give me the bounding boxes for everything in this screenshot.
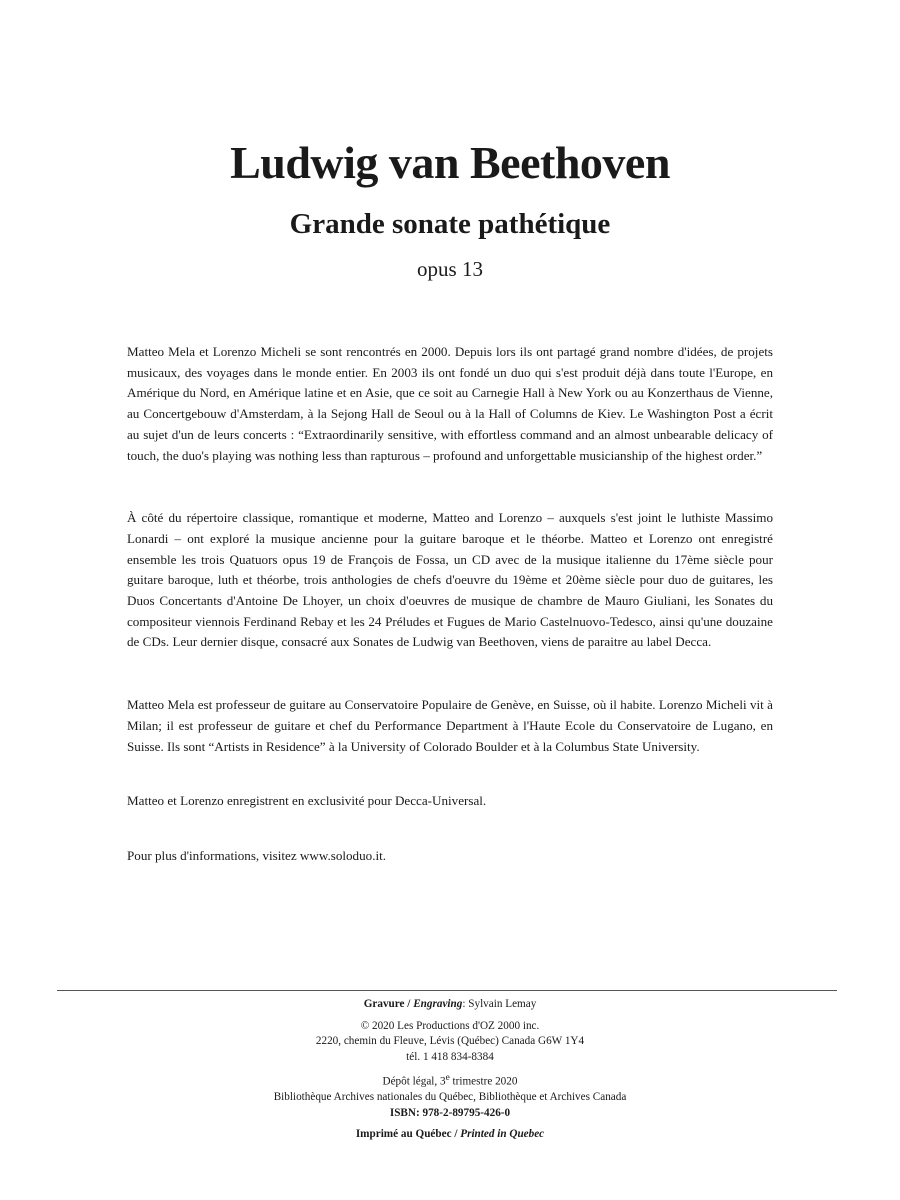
engraving-credit [0,997,900,1013]
paragraph-website: Pour plus d'informations, visitez www.soloduo.it. [127,847,387,863]
isbn: ISBN: 978-2-89795-426-0 [389,1106,511,1119]
paragraph-teaching: Matteo Mela est professeur de guitare au Conservatoire Populaire de Genève, en Suisse, où il habite. Lorenzo Micheli vit à Milan; il est professeur de guitare et chef du Performance Department à l'Haute Ecole du Conservatoire de Lugano, en Suisse. Ils sont “Artists in Residence” à la University of Colorado Boulder et à la Columbus State University. [127,697,773,754]
legal-deposit-pre: Dépôt légal, 3 [382,1075,446,1088]
divider-line [57,990,837,991]
engraving-label-fr: Gravure / [363,998,414,1010]
work-title: Grande sonate pathétique [289,208,611,240]
biography [127,342,773,867]
legal-deposit-post: trimestre 2020 [449,1075,518,1088]
copyright: © 2020 Les Productions d'OZ 2000 inc. [360,1019,540,1032]
engraver-name: : Sylvain Lemay [462,998,537,1010]
printed-en: Printed in Quebec [460,1128,545,1141]
publisher-address: 2220, chemin du Fleuve, Lévis (Québec) Canada G6W 1Y4 [315,1035,585,1047]
colophon [0,997,900,1143]
printed-fr: Imprimé au Québec / [355,1128,461,1141]
engraving-label-en: Engraving [413,998,463,1010]
legal-deposit [0,1071,900,1090]
legal-deposit-sup: e [445,1073,450,1083]
printed-in [0,1127,900,1143]
composer-title: Ludwig van Beethoven [230,137,670,188]
paragraph-repertoire: À côté du répertoire classique, romantique et moderne, Matteo and Lorenzo – auxquels s'est joint le luthiste Massimo Lonardi – ont exploré la musique ancienne pour la guitare baroque et le théorbe. Matteo et Lorenzo ont enregistré ensemble les trois Quatuors opus 19 de François de Fossa, un CD avec de la musique italienne du 17ème siècle pour guitare baroque, luth et théorbe, trois anthologies de chefs d'oeuvre du 19ème et 20ème siècle pour duo de guitares, les Duos Concertants d'Antoine De Lhoyer, un choix d'oeuvres de musique de chambre de Mauro Giuliani, les Sonates du compositeur viennois Ferdinand Rebay et les 24 Préludes et Fugues de Mario Castelnuovo-Tedesco, ainsi qu'une douzaine de CDs. Leur dernier disque, consacré aux Sonates de Ludwig van Beethoven, viens de paraitre au label Decca. [127,510,773,650]
paragraph-meeting: Matteo Mela et Lorenzo Micheli se sont rencontrés en 2000. Depuis lors ils ont partagé grand nombre d'idées, de projets musicaux, des voyages dans le monde entier. En 2003 ils ont fondé un duo qui s'est produit déjà dans toute l'Europe, en Amérique du Nord, en Amérique latine et en Asie, que ce soit au Carnegie Hall à New York ou au Konzerthaus de Vienne, au Concertgebouw d'Amsterdam, à la Sejong Hall de Seoul ou à la Hall of Columns de Kiev. Le Washington Post a écrit au sujet d'un de leurs concerts : “Extraordinarily sensitive, with effortless command and an almost unbearable delicacy of touch, the duo's playing was nothing less than rapturous – profound and unforgettable musicianship of the highest order.” [127,344,773,463]
opus-number: opus 13 [417,257,483,281]
paragraph-label: Matteo et Lorenzo enregistrent en exclusivité pour Decca-Universal. [127,793,487,809]
publisher-phone: tél. 1 418 834-8384 [406,1050,494,1063]
libraries: Bibliothèque Archives nationales du Québec, Bibliothèque et Archives Canada [273,1091,627,1104]
